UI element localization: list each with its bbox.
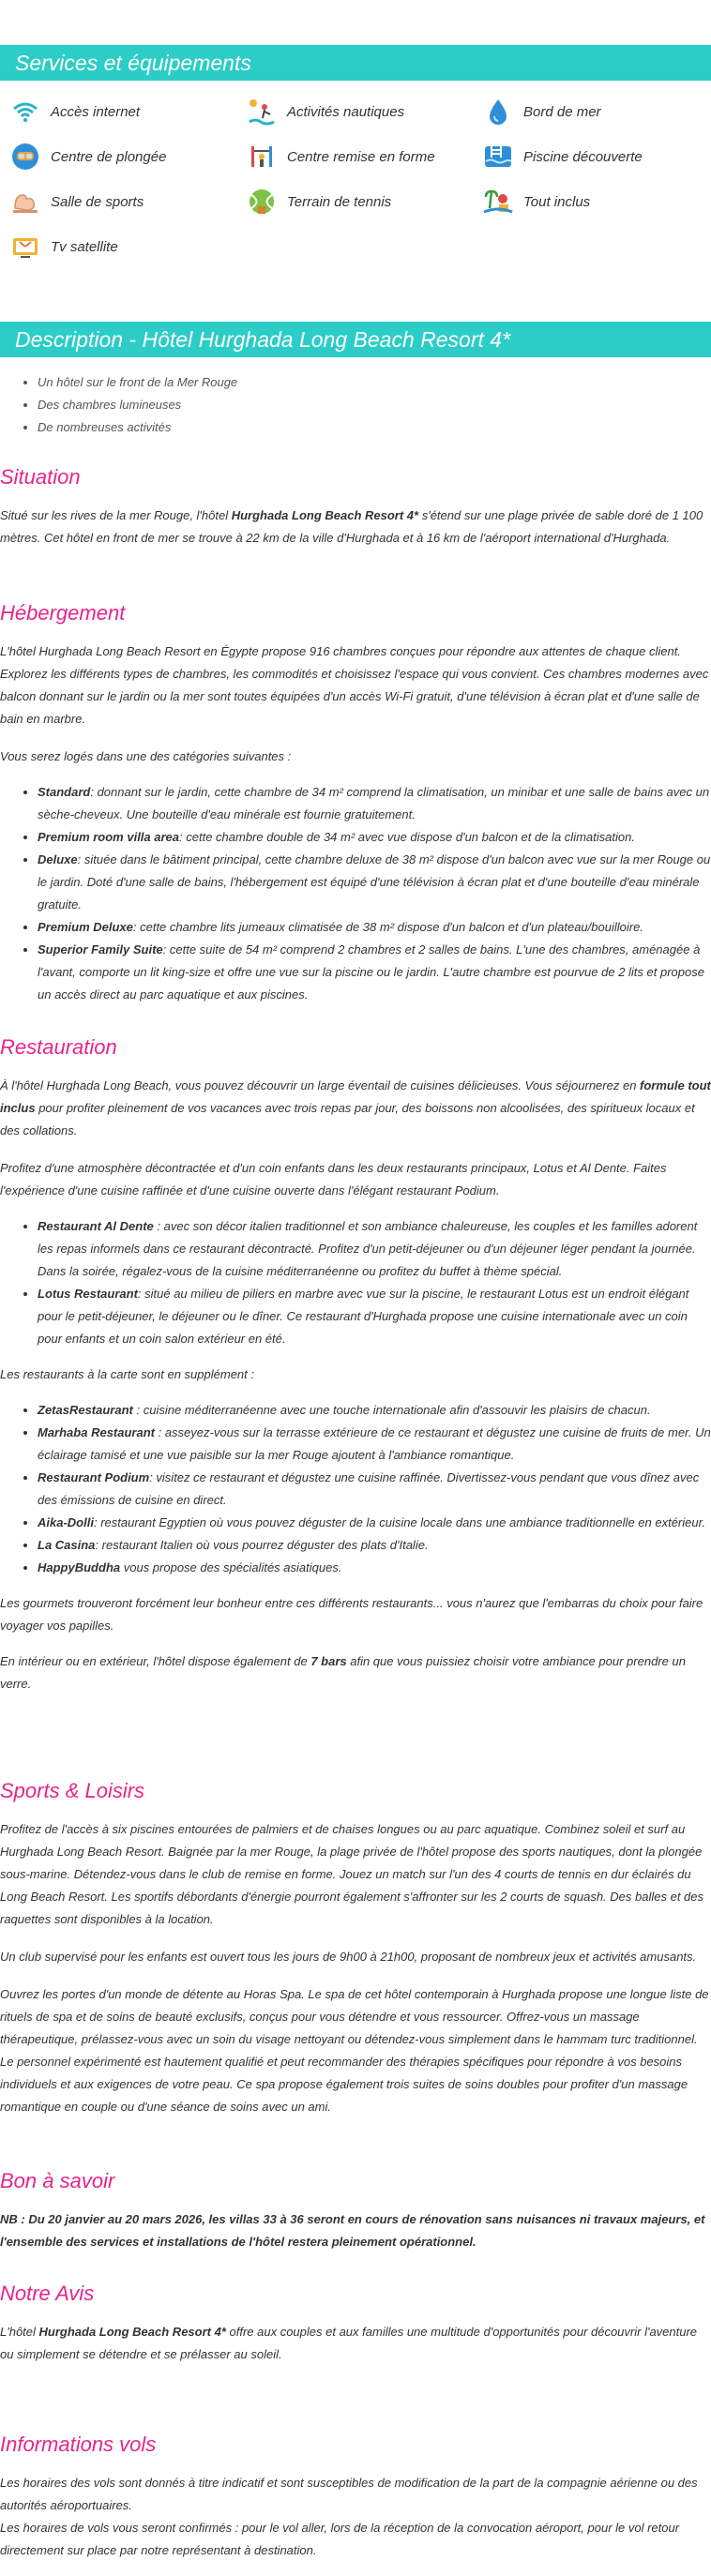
sports-heading: Sports & Loisirs	[0, 1779, 145, 1802]
situation-text	[0, 505, 711, 550]
room-text: : cette chambre lits jumeaux climatisée de 38 m² dispose d'un balcon et d'un plateau/bouilloire.	[132, 920, 643, 934]
restauration-intro	[0, 1075, 711, 1142]
room-item	[38, 826, 711, 849]
gym-icon	[9, 186, 41, 218]
amenity-tv	[9, 231, 118, 263]
room-name: Superior Family Suite	[38, 942, 163, 957]
description-banner	[0, 322, 711, 357]
restaurant-item	[38, 1512, 711, 1534]
restaurant-name: HappyBuddha	[38, 1560, 121, 1574]
restaurant-item	[38, 1467, 711, 1512]
amenity-label: Piscine découverte	[523, 148, 643, 165]
restaurant-name: Restaurant Podium	[38, 1470, 150, 1484]
restaurant-item	[38, 1215, 711, 1283]
diving-icon	[9, 141, 41, 173]
amenity-pool	[482, 141, 643, 173]
restaurant-name: Marhaba Restaurant	[38, 1425, 155, 1439]
bon-savoir-heading: Bon à savoir	[0, 2169, 115, 2192]
hebergement-categories-intro: Vous serez logés dans une des catégories suivantes :	[0, 749, 292, 763]
restaurant-text: vous propose des spécialités asiatiques.	[120, 1560, 342, 1574]
amenity-fitness	[246, 141, 435, 173]
amenity-water-sports	[246, 96, 404, 128]
room-text: : cette suite de 54 m² comprend 2 chambres et 2 salles de bains. L'une des chambres, aménagée à l'avant, comporte un lit king-size et offre une vue sur la piscine ou le jardin. L'autre chambre est pourvue de 2 lits et propose un accès direct au parc aquatique et aux piscines.	[38, 942, 704, 1002]
restaurant-text: : asseyez-vous sur la terrasse extérieure de ce restaurant et dégustez une cuisine de fruits de mer. Un éclairage tamisé et une vue paisible sur la mer Rouge ajoutent à l'ambiance romantique.	[38, 1425, 711, 1462]
bon-savoir-section	[0, 2169, 711, 2253]
avis-heading: Notre Avis	[0, 2282, 95, 2305]
restaurant-item	[38, 1422, 711, 1467]
sports-section	[0, 1779, 711, 2118]
amenity-label: Terrain de tennis	[287, 193, 392, 210]
amenity-diving	[9, 141, 166, 173]
amenity-internet	[9, 96, 140, 128]
restaurant-name: Restaurant Al Dente	[38, 1219, 154, 1233]
amenity-label: Tv satellite	[51, 238, 118, 255]
restauration-heading: Restauration	[0, 1035, 117, 1059]
hotel-name: Hurghada Long Beach Resort 4*	[231, 508, 419, 522]
tv-icon	[9, 231, 41, 263]
room-name: Premium room villa area	[38, 830, 180, 844]
restaurant-name: Lotus Restaurant	[38, 1287, 138, 1301]
restaurant-item	[38, 1399, 711, 1422]
text: À l'hôtel Hurghada Long Beach, vous pouvez découvrir un large éventail de cuisines délicieuses. Vous séjournerez en	[0, 1078, 641, 1092]
restaurant-text: : restaurant Egyptien où vous pouvez déguster de la cuisine locale dans une ambiance traditionnelle en extérieur.	[93, 1515, 706, 1529]
room-text: : située dans le bâtiment principal, cette chambre deluxe de 38 m² dispose d'un balcon avec vue sur la mer Rouge ou le jardin. Doté d'une salle de bains, l'hébergement est équipé d'une télévision à écran plat et d'une bouteille d'eau minérale gratuite.	[38, 852, 711, 911]
fitness-icon	[246, 141, 278, 173]
restaurant-item	[38, 1534, 711, 1557]
text: s'étend sur une plage privée de sable doré de 1 100 mètres. Cet hôtel en front de mer se trouve à 22 km de la ville d'Hurghada et à 16 km de l'aéroport international d'Hurghada.	[0, 508, 703, 545]
avis-section	[0, 2282, 711, 2366]
spa-text: Ouvrez les portes d'un monde de détente au Horas Spa. Le spa de cet hôtel contemporain à Hurghada propose une longue liste de rituels de spa et de soins de beauté exclusifs, conçus pour vous détendre et vous ressourcer. Offrez-vous un massage thérapeutique, prélassez-vous avec un soin du visage nettoyant ou détendez-vous simplement dans le hammam turc traditionnel. Le personnel expérimenté est hautement qualifié et peut recommander des thérapies spécifiques pour répondre à vos besoins individuels et aux exigences de votre peau. Ce spa propose également trois suites de soins doubles pour profiter d'un massage romantique en couple ou d'une séance de soins avec un ami.	[0, 1987, 709, 2114]
room-name: Premium Deluxe	[38, 920, 133, 934]
amenity-all-inclusive	[482, 186, 590, 218]
amenity-label: Centre remise en forme	[287, 148, 435, 165]
water-drop-icon	[482, 96, 514, 128]
restaurant-text: : cuisine méditerranéenne avec une touche internationale afin d'assouvir les plaisirs de chacun.	[132, 1403, 651, 1417]
hebergement-section	[0, 601, 711, 1006]
bon-savoir-text: NB : Du 20 janvier au 20 mars 2026, les villas 33 à 36 seront en cours de rénovation sans nuisances ni travaux majeurs, et l'ensemble des services et installations de l'hôtel restera pleinement opérationnel.	[0, 2212, 705, 2249]
restaurant-text: : avec son décor italien traditionnel et son ambiance chaleureuse, les couples et les familles adorent les repas informels dans ce restaurant décontracté. Profitez d'un petit-déjeuner ou d'un déjeuner léger pendant la journée. Dans la soirée, régalez-vous de la cuisine méditerranéenne ou profitez du buffet à thème spécial.	[38, 1219, 698, 1278]
list-item: • Un hôtel sur le front de la Mer Rouge	[38, 371, 711, 394]
amenity-seaside	[482, 96, 601, 128]
room-name: Deluxe	[38, 852, 78, 866]
text: pour profiter pleinement de vos vacances avec trois repas par jour, des boissons non alcoolisées, des spiritueux locaux et des collations.	[0, 1101, 695, 1137]
pool-icon	[482, 141, 514, 173]
restaurant-item	[38, 1283, 711, 1350]
description-title: Description - Hôtel Hurghada Long Beach Resort 4*	[15, 327, 511, 352]
text: afin que vous puissiez choisir votre ambiance pour prendre un verre.	[0, 1654, 686, 1691]
room-text: : cette chambre double de 34 m² avec vue dispose d'un balcon et de la climatisation.	[179, 830, 635, 844]
vols-heading: Informations vols	[0, 2433, 157, 2456]
water-sports-icon	[246, 96, 278, 128]
restauration-section	[0, 1035, 711, 1695]
amenity-label: Salle de sports	[51, 193, 144, 210]
services-banner	[0, 45, 711, 81]
room-item	[38, 939, 711, 1006]
tennis-icon	[246, 186, 278, 218]
amenity-label: Centre de plongée	[51, 148, 167, 165]
amenity-label: Bord de mer	[523, 103, 601, 120]
restauration-gourmets: Les gourmets trouveront forcément leur bonheur entre ces différents restaurants... vous n'aurez que l'embarras du choix pour faire voyager vos papilles.	[0, 1596, 703, 1633]
restaurant-text: : visitez ce restaurant et dégustez une cuisine raffinée. Divertissez-vous pendant que vous dînez avec des émissions de cuisine en direct.	[38, 1470, 700, 1507]
wifi-icon	[9, 96, 41, 128]
situation-heading: Situation	[0, 465, 81, 489]
formula: formule tout inclus	[0, 1078, 711, 1115]
list-item: • De nombreuses activités	[38, 416, 711, 439]
hotel-name: Hurghada Long Beach Resort 4*	[38, 2325, 226, 2339]
amenity-label: Accès internet	[51, 103, 141, 120]
avis-text	[0, 2321, 711, 2366]
bars-count: 7 bars	[310, 1654, 347, 1668]
restaurant-name: Aika-Dolli	[38, 1515, 94, 1529]
restaurant-name: ZetasRestaurant	[38, 1403, 133, 1417]
sports-text: Profitez de l'accès à six piscines entourées de palmiers et de chaises longues ou au parc aquatique. Combinez soleil et surf au Hurghada Long Beach Resort. Baignée par la mer Rouge, la plage privée de l'hôtel propose des sports nautiques, dont la plongée sous-marine. Détendez-vous dans le club de remise en forme. Jouez un match sur l'un des 4 courts de tennis en dur éclairés du Long Beach Resort. Les sportifs débordants d'énergie pourront également s'affronter sur les 2 courts de squash. Des balles et des raquettes sont disponibles à la location.	[0, 1822, 704, 1926]
room-item	[38, 781, 711, 826]
text: L'hôtel	[0, 2325, 39, 2339]
list-item: • Des chambres lumineuses	[38, 394, 711, 416]
vols-text-1: Les horaires des vols sont donnés à titre indicatif et sont susceptibles de modification de la part de la compagnie aérienne ou des autorités aéroportuaires.	[0, 2476, 698, 2512]
room-item	[38, 849, 711, 916]
kids-club-text: Un club supervisé pour les enfants est ouvert tous les jours de 9h00 à 21h00, proposant de nombreux jeux et activités amusants.	[0, 1950, 697, 1964]
vols-text-2: Les horaires de vols vous seront confirmés : pour le vol aller, lors de la réception de la convocation aéroport, pour le vol retour directement sur place par notre représentant à destination.	[0, 2521, 680, 2557]
restaurant-item	[38, 1557, 711, 1579]
hebergement-intro: L'hôtel Hurghada Long Beach Resort en Égypte propose 916 chambres conçues pour répondre aux attentes de chaque client. Explorez les différents types de chambres, les commodités et choisissez l'espace qui vous convient. Ces chambres modernes avec balcon donnant sur le jardin ou la mer sont toutes équipées d'un accès Wi-Fi gratuit, d'une télévision à écran plat et d'une salle de bain en marbre.	[0, 644, 709, 726]
amenity-label: Activités nautiques	[287, 103, 405, 120]
text: offre aux couples et aux familles une multitude d'opportunités pour découvrir l'aventure ou simplement se détendre et se prélasser au soleil.	[0, 2325, 698, 2361]
text: Situé sur les rives de la mer Rouge, l'hôtel	[0, 508, 232, 522]
restauration-atmosphere: Profitez d'une atmosphère décontractée et d'un coin enfants dans les deux restaurants principaux, Lotus et Al Dente. Faites l'expérience d'une cuisine raffinée et d'une cuisine ouverte dans l'élégant restaurant Podium.	[0, 1161, 667, 1198]
restaurant-text: : situé au milieu de piliers en marbre avec vue sur la piscine, le restaurant Lotus est un endroit élégant pour le petit-déjeuner, le déjeuner ou le dîner. Ce restaurant d'Hurghada propose une cuisine internationale avec un coin pour enfants et un coin salon extérieur en été.	[38, 1287, 689, 1346]
room-text: : donnant sur le jardin, cette chambre de 34 m² comprend la climatisation, un minibar et une salle de bains avec un sèche-cheveux. Une bouteille d'eau minérale est fournie gratuitement.	[38, 785, 710, 821]
restaurant-text: : restaurant Italien où vous pourrez déguster des plats d'Italie.	[95, 1538, 429, 1552]
description-highlights	[0, 371, 711, 439]
text: En intérieur ou en extérieur, l'hôtel dispose également de	[0, 1654, 311, 1668]
a-la-carte-intro: Les restaurants à la carte sont en supplément :	[0, 1367, 254, 1381]
amenity-gym	[9, 186, 144, 218]
all-inclusive-icon	[482, 186, 514, 218]
services-title: Services et équipements	[15, 51, 251, 75]
amenity-tennis	[246, 186, 391, 218]
room-item	[38, 916, 711, 939]
restaurant-name: La Casina	[38, 1538, 96, 1552]
hebergement-heading: Hébergement	[0, 601, 126, 625]
room-name: Standard	[38, 785, 91, 799]
amenity-label: Tout inclus	[523, 193, 591, 210]
restauration-bars	[0, 1650, 711, 1695]
vols-section	[0, 2433, 711, 2562]
situation-section	[0, 465, 711, 550]
